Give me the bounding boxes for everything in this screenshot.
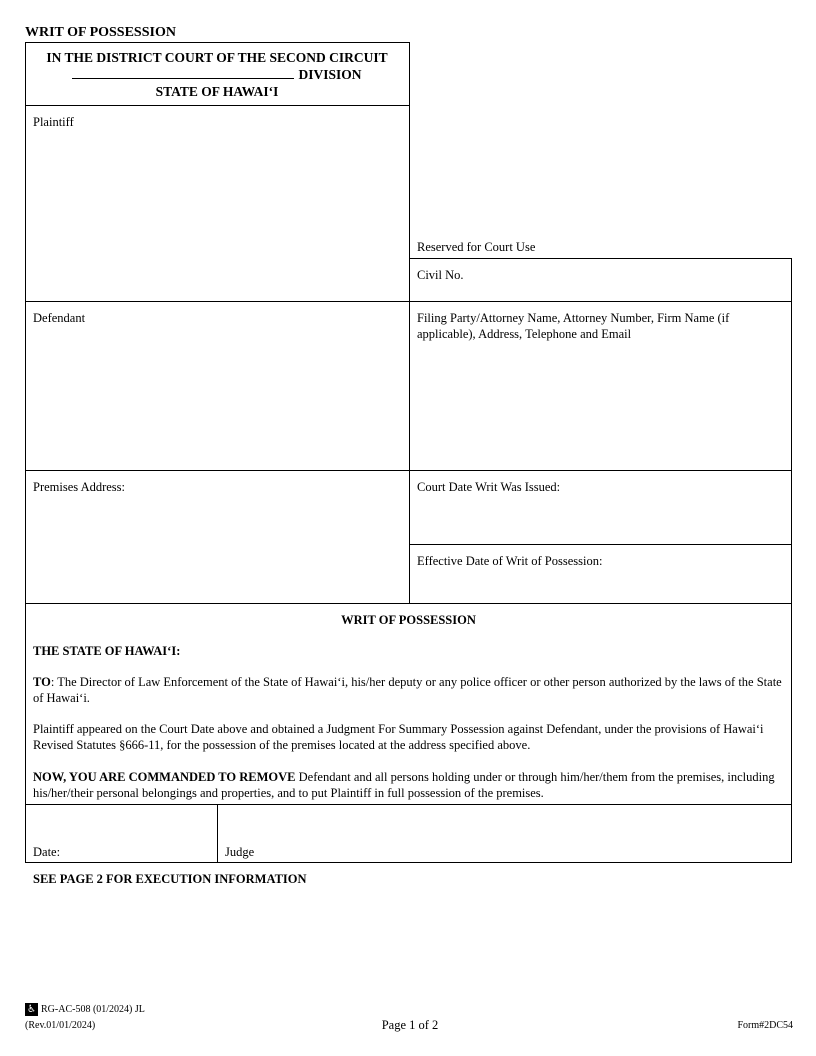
effective-top-line [409,544,792,545]
effective-date-label: Effective Date of Writ of Possession: [417,554,603,568]
division-blank[interactable] [72,66,294,79]
see-page-note: SEE PAGE 2 FOR EXECUTION INFORMATION [33,872,307,886]
form-code-text: RG-AC-508 (01/2024) JL [41,1003,145,1015]
state-heading: THE STATE OF HAWAI‘I: [33,644,181,658]
court-heading [25,49,409,100]
to-paragraph [33,674,783,706]
premises-label: Premises Address: [33,480,126,494]
accessibility-icon: ♿ [25,1003,38,1016]
civil-top-line [409,258,792,259]
judge-label: Judge [225,845,255,859]
form-code [25,1003,145,1016]
defendant-top-line [25,301,792,302]
date-label: Date: [33,845,61,859]
form-number: Form#2DC54 [737,1020,793,1031]
signature-divider [217,804,218,863]
reserved-label: Reserved for Court Use [417,240,536,254]
to-text: : The Director of Law Enforcement of the State of Hawai‘i, his/her deputy or any police officer or other person authorized by the laws of the State of Hawai‘i. [33,675,782,705]
division-label: DIVISION [298,67,362,82]
left-border [25,105,26,604]
division-line [25,66,409,83]
right-border [791,258,792,604]
judgment-paragraph: Plaintiff appeared on the Court Date above and obtained a Judgment For Summary Possession against Defendant, under the provisions of Hawai‘i Revised Statutes §666-11, for the possession of the premises located at the address specified above. [33,722,764,752]
defendant-label: Defendant [33,311,86,325]
command-text: Defendant and all persons holding under or through him/her/them from the premises, including his/her/their personal belongings and properties, and to put Plaintiff in full possession of the premises. [33,770,775,800]
filing-party-label: Filing Party/Attorney Name, Attorney Number, Firm Name (if applicable), Address, Telephone and Email [417,311,730,341]
to-label: TO [33,675,51,689]
page-number: Page 1 of 2 [381,1018,439,1032]
command-paragraph [33,769,783,801]
civil-no-label: Civil No. [417,268,464,282]
state-line: STATE OF HAWAI‘I [155,84,279,99]
middle-divider [409,105,410,604]
court-line1: IN THE DISTRICT COURT OF THE SECOND CIRCUIT [46,50,388,65]
document-title: WRIT OF POSSESSION [25,25,176,40]
premises-top-line [25,470,792,471]
signature-box [25,804,792,863]
revision-date: (Rev.01/01/2024) [25,1020,96,1031]
writ-heading: WRIT OF POSSESSION [341,613,476,627]
plaintiff-label: Plaintiff [33,115,74,129]
court-date-label: Court Date Writ Was Issued: [417,480,561,494]
command-label: NOW, YOU ARE COMMANDED TO REMOVE [33,770,296,784]
